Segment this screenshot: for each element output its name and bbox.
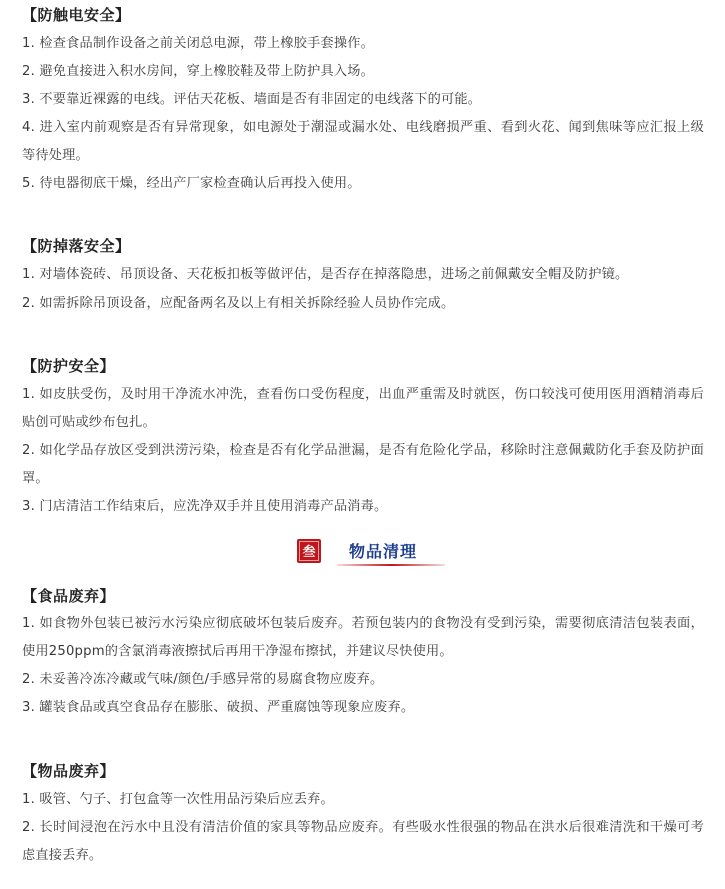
- section-title-item-cleanup: 物品清理: [349, 542, 418, 561]
- heading-electric-safety: 【防触电安全】: [22, 6, 131, 24]
- badge-frame-icon: [297, 539, 321, 563]
- paragraph-electric-3: 3. 不要靠近裸露的电线。评估天花板、墙面是否有非固定的电线落下的可能。: [22, 92, 482, 107]
- paragraph-falling-2: 2. 如需拆除吊顶设备，应配备两名及以上有相关拆除经验人员协作完成。: [22, 296, 455, 311]
- heading-goods-disposal: 【物品废弃】: [22, 762, 116, 780]
- paragraph-electric-2: 2. 避免直接进入积水房间，穿上橡胶鞋及带上防护具入场。: [22, 64, 375, 79]
- heading-food-disposal: 【食品废弃】: [22, 587, 116, 605]
- paragraph-falling-1: 1. 对墙体瓷砖、吊顶设备、天花板扣板等做评估，是否存在掉落隐患，进场之前佩戴安全帽及防护镜。: [22, 267, 629, 282]
- paragraph-protection-2: 2. 如化学品存放区受到洪涝污染，检查是否有化学品泄漏，是否有危险化学品，移除时注意佩戴防化手套及防护面罩。: [22, 443, 704, 486]
- heading-protection-safety: 【防护安全】: [22, 357, 116, 375]
- section-banner-item-cleanup: [297, 533, 447, 567]
- badge-number: 叁: [302, 545, 316, 560]
- paragraph-electric-5: 5. 待电器彻底干燥，经出产厂家检查确认后再投入使用。: [22, 176, 361, 191]
- paragraph-goods-2: 2. 长时间浸泡在污水中且没有清洁价值的家具等物品应废弃。有些吸水性很强的物品在洪水后很难清洗和干燥可考虑直接丢弃。: [22, 820, 704, 863]
- heading-falling-safety: 【防掉落安全】: [22, 237, 131, 255]
- section-number-badge-icon: [297, 539, 321, 563]
- banner-underline: [337, 564, 445, 566]
- paragraph-food-3: 3. 罐装食品或真空食品存在膨胀、破损、严重腐蚀等现象应废弃。: [22, 700, 415, 715]
- paragraph-electric-4: 4. 进入室内前观察是否有异常现象，如电源处于潮湿或漏水处、电线磨损严重、看到火花、闻到焦味等应汇报上级等待处理。: [22, 120, 704, 163]
- paragraph-food-1: 1. 如食物外包装已被污水污染应彻底破坏包装后废弃。若预包装内的食物没有受到污染，需要彻底清洁包装表面，使用250ppm的含氯消毒液擦拭后再用干净湿布擦拭，并建议尽快使用。: [22, 616, 704, 659]
- paragraph-goods-1: 1. 吸管、勺子、打包盒等一次性用品污染后应丢弃。: [22, 792, 334, 807]
- paragraph-protection-1: 1. 如皮肤受伤，及时用干净流水冲洗，查看伤口受伤程度，出血严重需及时就医，伤口较浅可使用医用酒精消毒后贴创可贴或纱布包扎。: [22, 387, 704, 430]
- paragraph-food-2: 2. 未妥善冷冻冷藏或气味/颜色/手感异常的易腐食物应废弃。: [22, 672, 384, 687]
- paragraph-electric-1: 1. 检查食品制作设备之前关闭总电源，带上橡胶手套操作。: [22, 36, 375, 51]
- paragraph-protection-3: 3. 门店清洁工作结束后，应洗净双手并且使用消毒产品消毒。: [22, 499, 388, 514]
